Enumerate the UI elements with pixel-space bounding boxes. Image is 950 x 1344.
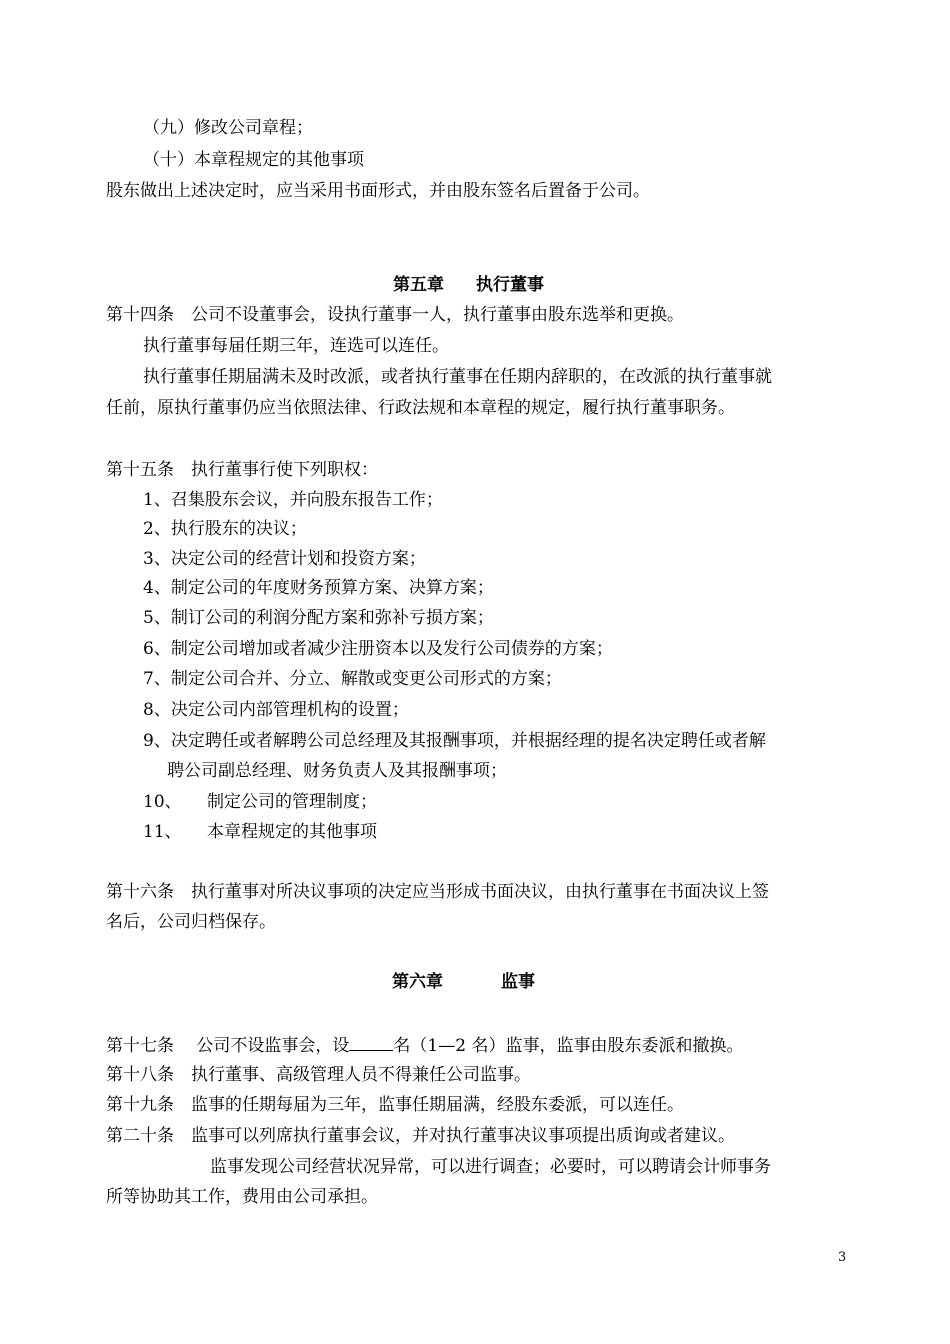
power-item-continuation: 聘公司副总经理、财务负责人及其报酬事项； [167, 761, 507, 781]
article-17: 第十七条 公司不设监事会，设 名（1—2 名）监事，监事由股东委派和撤换。 [106, 1036, 744, 1056]
article-14-para3-line1: 执行董事任期届满未及时改派，或者执行董事在任期内辞职的，在改派的执行董事就 [143, 367, 772, 387]
article-14: 第十四条 公司不设董事会，设执行董事一人，执行董事由股东选举和更换。 [106, 305, 684, 325]
chapter-five-heading [393, 274, 544, 296]
article-20: 第二十条 监事可以列席执行董事会议，并对执行董事决议事项提出质询或者建议。 [106, 1126, 735, 1146]
article-14-term: 执行董事每届任期三年，连选可以连任。 [143, 336, 449, 356]
power-item: 3、决定公司的经营计划和投资方案； [143, 549, 426, 569]
power-item: 4、制定公司的年度财务预算方案、决算方案； [143, 578, 494, 598]
chapter-six-title: 监事 [501, 972, 535, 992]
chapter-six-number: 第六章 [392, 972, 443, 992]
item-nine: （九）修改公司章程； [143, 118, 313, 138]
page-number: 3 [838, 1250, 847, 1265]
supervisor-count-blank [349, 1034, 393, 1051]
power-item: 6、制定公司增加或者减少注册资本以及发行公司债券的方案； [143, 639, 613, 659]
article-20-para2-line2: 所等协助其工作，费用由公司承担。 [106, 1187, 378, 1207]
power-item: 5、制订公司的利润分配方案和弥补亏损方案； [143, 608, 494, 628]
power-item: 2、执行股东的决议； [143, 519, 307, 539]
power-item: 11、 本章程规定的其他事项 [143, 822, 377, 842]
chapter-six-heading [392, 971, 535, 993]
article-14-para3-line2: 任前，原执行董事仍应当依照法律、行政法规和本章程的规定，履行执行董事职务。 [106, 398, 735, 418]
power-item: 9、决定聘任或者解聘公司总经理及其报酬事项，并根据经理的提名决定聘任或者解 [143, 731, 766, 751]
shareholder-decision: 股东做出上述决定时，应当采用书面形式，并由股东签名后置备于公司。 [106, 181, 650, 201]
chapter-five-title: 执行董事 [476, 275, 544, 295]
power-item: 1、召集股东会议，并向股东报告工作； [143, 490, 443, 510]
article-19: 第十九条 监事的任期每届为三年，监事任期届满，经股东委派，可以连任。 [106, 1095, 684, 1115]
item-ten: （十）本章程规定的其他事项 [143, 150, 364, 170]
article-18: 第十八条 执行董事、高级管理人员不得兼任公司监事。 [106, 1065, 531, 1085]
article-20-para2-line1: 监事发现公司经营状况异常，可以进行调查；必要时，可以聘请会计师事务 [210, 1157, 771, 1177]
article-16-line2: 名后，公司归档保存。 [106, 912, 276, 932]
article-15: 第十五条 执行董事行使下列职权： [106, 460, 378, 480]
power-item: 8、决定公司内部管理机构的设置； [143, 700, 409, 720]
power-item: 7、制定公司合并、分立、解散或变更公司形式的方案； [143, 669, 562, 689]
power-item: 10、 制定公司的管理制度； [143, 792, 377, 812]
chapter-five-number: 第五章 [393, 275, 444, 295]
article-16-line1: 第十六条 执行董事对所决议事项的决定应当形成书面决议，由执行董事在书面决议上签 [106, 882, 769, 902]
